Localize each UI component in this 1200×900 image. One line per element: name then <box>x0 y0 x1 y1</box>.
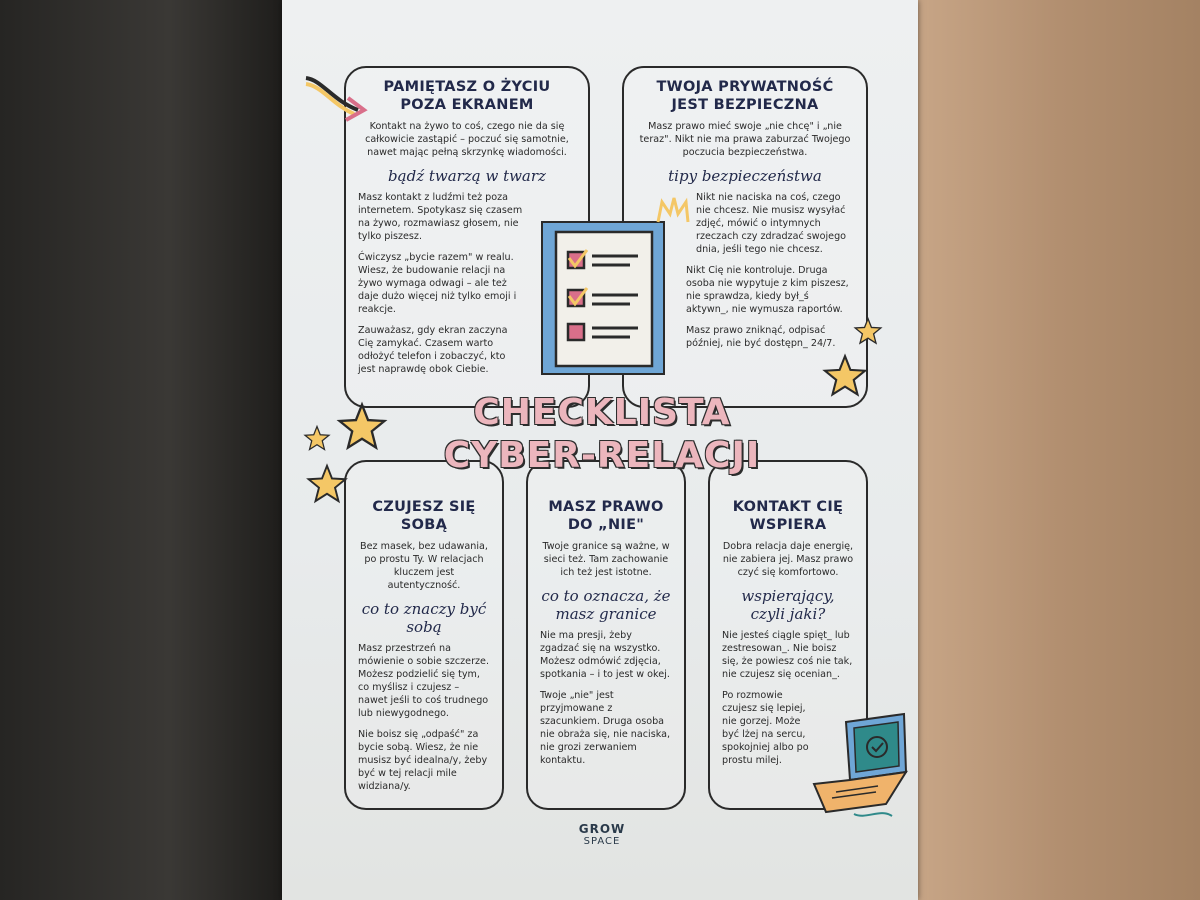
card-paragraph: Nikt nie naciska na coś, czego nie chcesz. Nie musisz wysyłać zdjęć, mówić o intymnych rzeczach czy zdradzać swojego dnia, jeśli tego nie chcesz. <box>696 192 847 255</box>
card-paragraph: Masz kontakt z ludźmi też poza internetem. Spotykasz się czasem na żywo, rozmawiasz głosem, nie tylko piszesz. <box>358 192 523 242</box>
card-paragraph: Masz przestrzeń na mówienie o sobie szczerze. Możesz podzielić się tym, co myślisz i czujesz – nawet jeśli to coś trudnego lub niewygodnego. <box>358 643 490 719</box>
card-heading: KONTAKT CIĘ WSPIERA <box>732 499 844 533</box>
card-paragraph: Nikt Cię nie kontroluje. Druga osoba nie wypytuje z kim piszesz, nie sprawdza, kiedy był_ś aktywn_, nie wymusza raportów. <box>686 265 849 315</box>
card-intro: Twoje granice są ważne, w sieci też. Tam zachowanie ich też jest istotne. <box>542 541 670 578</box>
card-right-to-no <box>526 460 686 810</box>
sparkle-icon <box>656 196 690 226</box>
card-paragraph: Zauważasz, gdy ekran zaczyna Cię zamykać. Czasem warto odłożyć telefon i zobaczyć, kto jest naprawdę obok Ciebie. <box>358 325 508 375</box>
card-intro: Dobra relacja daje energię, nie zabiera jej. Masz prawo czyć się komfortowo. <box>722 541 854 578</box>
card-heading: MASZ PRAWO DO „NIE" <box>548 499 664 533</box>
checklist-icon <box>538 218 670 378</box>
poster-sheet <box>282 0 918 900</box>
logo-line1: GROW <box>578 822 626 836</box>
card-paragraph: Twoje „nie" jest przyjmowane z szacunkiem. Druga osoba nie obraża się, nie naciska, nie grozi zerwaniem kontaktu. <box>540 690 671 766</box>
logo-line2: SPACE <box>583 836 621 847</box>
arrow-icon <box>302 70 372 130</box>
star-icon <box>852 316 884 348</box>
card-heading: TWOJA PRYWATNOŚĆ JEST BEZPIECZNA <box>656 79 834 113</box>
card-script-subtitle: co to oznacza, że masz granice <box>541 587 671 623</box>
card-paragraph: Po rozmowie czujesz się lepiej, nie gorzej. Może być lżej na sercu, spokojniej albo po prostu milej. <box>722 690 809 766</box>
star-icon <box>820 352 870 402</box>
card-heading: CZUJESZ SIĘ SOBĄ <box>372 499 476 533</box>
table-surface-right <box>918 0 1200 900</box>
card-paragraph: Ćwiczysz „bycie razem" w realu. Wiesz, że budowanie relacji na żywo wymaga odwagi – ale też daje dużo więcej niż tylko emoji i reakcje. <box>358 252 517 315</box>
card-script-subtitle: bądź twarzą w twarz <box>388 167 546 185</box>
poster-title-line2: CYBER-RELACJI <box>443 435 761 476</box>
card-intro: Bez masek, bez udawania, po prostu Ty. W relacjach kluczem jest autentyczność. <box>360 541 488 591</box>
card-script-subtitle: wspierający, czyli jaki? <box>741 587 835 623</box>
star-icon <box>334 400 390 456</box>
card-script-subtitle: co to znaczy być sobą <box>361 600 487 636</box>
star-icon <box>304 462 350 508</box>
card-script-subtitle: tipy bezpieczeństwa <box>668 167 822 185</box>
card-paragraph: Nie ma presji, żeby zgadzać się na wszystko. Możesz odmówić zdjęcia, spotkania – i to jest w okej. <box>540 630 670 680</box>
poster-title-line1: CHECKLISTA <box>473 392 731 433</box>
grow-space-logo <box>567 822 637 847</box>
star-icon <box>302 424 332 454</box>
card-heading: PAMIĘTASZ O ŻYCIU POZA EKRANEM <box>383 79 551 113</box>
card-paragraph: Nie jesteś ciągle spięt_ lub zestresowan_. Nie boisz się, że powiesz coś nie tak, nie czujesz się ocenian_. <box>722 630 853 680</box>
laptop-icon <box>806 712 910 822</box>
table-surface-left <box>0 0 282 900</box>
card-intro: Kontakt na żywo to coś, czego nie da się całkowicie zastąpić – poczuć się samotnie, nawet mając pełną skrzynkę wiadomości. <box>365 121 569 158</box>
card-paragraph: Nie boisz się „odpaść" za bycie sobą. Wiesz, że nie musisz być idealna/y, żeby być w tej relacji mile widziana/y. <box>358 729 488 792</box>
card-be-yourself <box>344 460 504 810</box>
card-paragraph: Masz prawo zniknąć, odpisać później, nie być dostępn_ 24/7. <box>686 325 836 349</box>
card-intro: Masz prawo mieć swoje „nie chcę" i „nie teraz". Nikt nie ma prawa zaburzać Twojego poczucia bezpieczeństwa. <box>639 121 851 158</box>
